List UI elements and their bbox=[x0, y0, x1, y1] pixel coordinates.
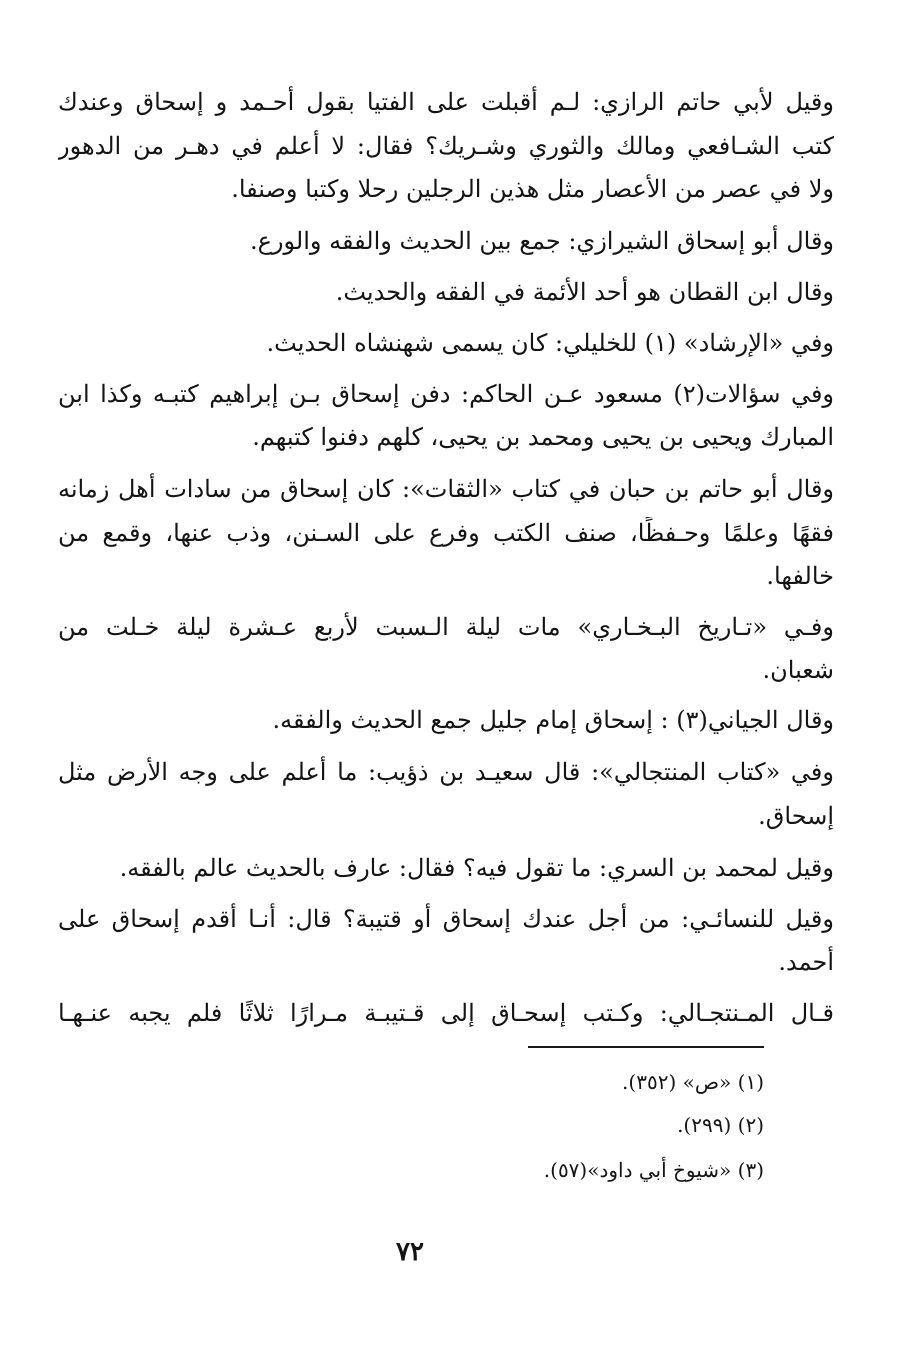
footnote-divider bbox=[528, 1046, 764, 1048]
body-text-line: قـال المـنتجـالي: وكـتب إسحـاق إلى قـتيبـة مـرارًا ثلاثًا فلم يجبه عنـهـا bbox=[58, 999, 834, 1027]
footnote: (٣) «شيوخ أبي داود»(٥٧). bbox=[543, 1158, 764, 1182]
footnote: (١) «ص» (٣٥٢). bbox=[622, 1070, 764, 1094]
body-text-line: كتب الشـافعي ومالك والثوري وشـريك؟ فقال: لا أعلم في دهـر من الدهور bbox=[58, 132, 834, 160]
body-text-line: وقيل لمحمد بن السري: ما تقول فيه؟ فقال: عارف بالحديث عالم بالفقه. bbox=[119, 854, 834, 882]
body-text-line: وفي «الإرشاد» (١) للخليلي: كان يسمى شهنشاه الحديث. bbox=[266, 329, 834, 357]
body-text-line: وفي «كتاب المنتجالي»: قال سعيـد بن ذؤيب: ما أعلم على وجه الأرض مثل bbox=[58, 758, 834, 786]
footnote: (٢) (٢٩٩). bbox=[677, 1113, 764, 1137]
body-text-line: شعبان. bbox=[762, 656, 834, 684]
body-text-line: وقيل لأبي حاتم الرازي: لـم أقبلت على الفتيا بقول أحـمد و إسحاق وعندك bbox=[58, 88, 834, 116]
body-text-line: وفي سؤالات(٢) مسعود عـن الحاكم: دفن إسحاق بـن إبراهيم كتبـه وكذا ابن bbox=[58, 380, 834, 408]
body-text-line: وقال أبو حاتم بن حبان في كتاب «الثقات»: كان إسحاق من سادات أهل زمانه bbox=[58, 475, 834, 503]
body-text-line: فقهًا وعلمًا وحـفظًا، صنف الكتب وفرع على السـنن، وذب عنها، وقمع من bbox=[58, 519, 834, 547]
body-text-line: وقيل للنسائـي: من أجل عندك إسحاق أو قتيبة؟ قال: أنـا أقدم إسحاق على bbox=[58, 905, 834, 933]
body-text-line: المبارك ويحيى بن يحيى ومحمد بن يحيى، كلهم دفنوا كتبهم. bbox=[252, 423, 834, 451]
body-text-line: إسحاق. bbox=[758, 802, 834, 830]
body-text-line: وقال أبو إسحاق الشيرازي: جمع بين الحديث والفقه والورع. bbox=[249, 227, 834, 255]
body-text-line: وقال الجياني(٣) : إسحاق إمام جليل جمع الحديث والفقه. bbox=[272, 706, 834, 734]
body-text-line: ولا في عصر من الأعصار مثل هذين الرجلين رحلا وكتبا وصنفا. bbox=[231, 175, 834, 203]
body-text-line: أحمد. bbox=[778, 948, 834, 976]
body-text-line: خالفها. bbox=[766, 562, 834, 590]
body-text-line: وقال ابن القطان هو أحد الأئمة في الفقه والحديث. bbox=[335, 278, 834, 306]
body-text-line: وفـي «تـاريخ البـخـاري» مات ليلة الـسبت لأربع عـشرة ليلة خـلت من bbox=[58, 613, 834, 641]
page-number: ٧٢ bbox=[396, 1237, 424, 1267]
